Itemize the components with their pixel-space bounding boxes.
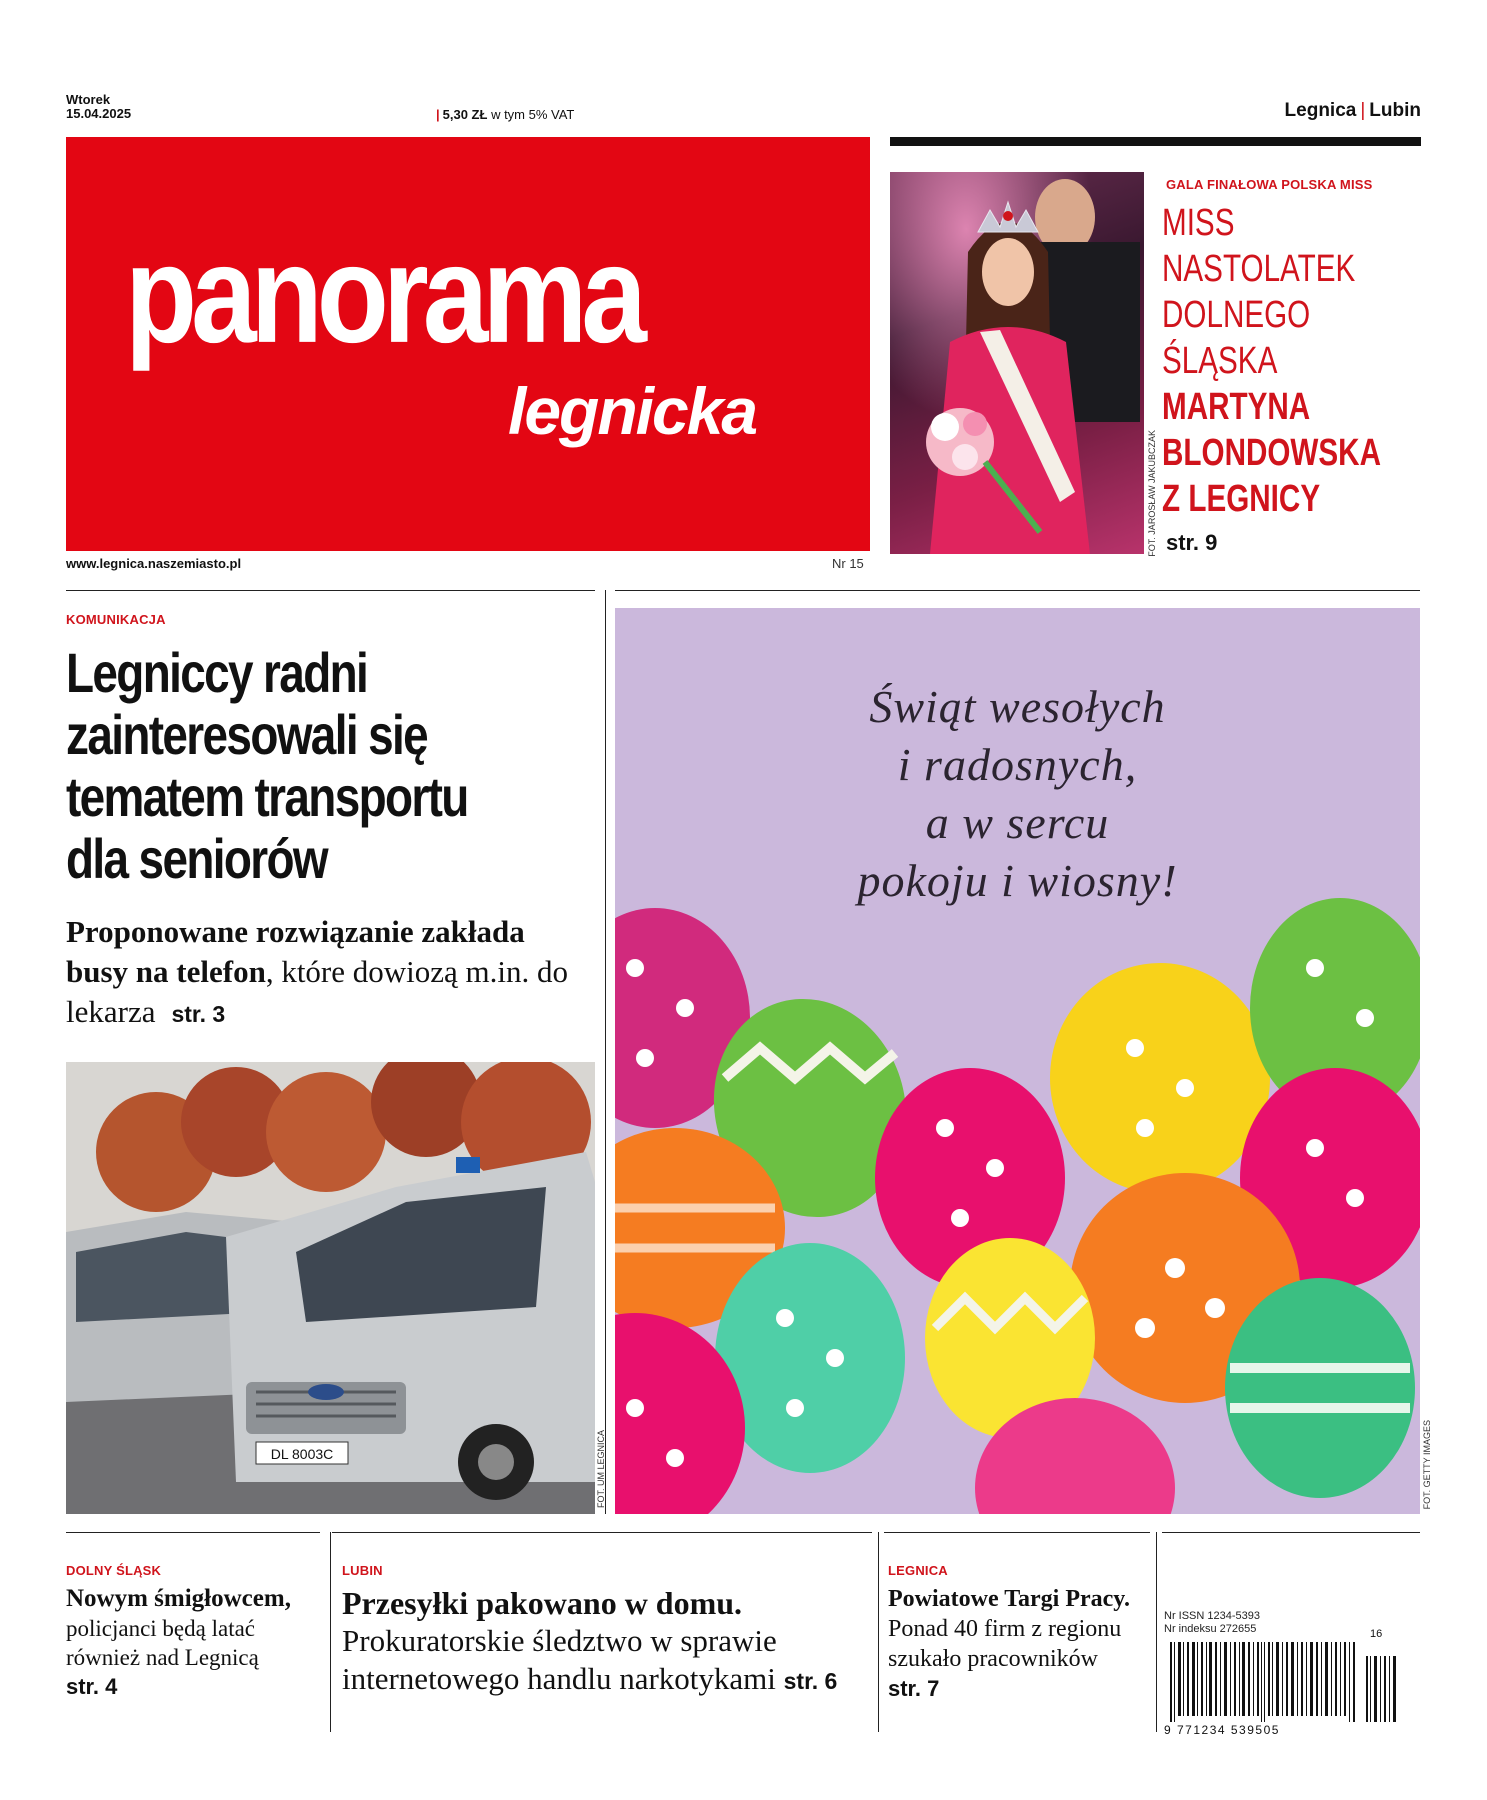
teaser-kicker: DOLNY ŚLĄSK (66, 1563, 162, 1578)
teaser-page-ref[interactable]: str. 4 (66, 1674, 118, 1699)
top-right-rule (890, 137, 1421, 146)
price: | 5,30 ZŁ w tym 5% VAT (436, 107, 575, 122)
miss-kicker: GALA FINAŁOWA POLSKA MISS (1166, 177, 1373, 192)
miss-headline[interactable]: MISS NASTOLATEK DOLNEGO ŚLĄSKA MARTYNA BLONDOWSKA Z LEGNICY (1162, 202, 1381, 520)
region-legnica: Legnica (1284, 100, 1357, 121)
ad-top-rule (615, 590, 1420, 591)
bottom-divider-1 (330, 1532, 331, 1732)
teaser-kicker: LUBIN (342, 1563, 383, 1578)
region-label: Legnica | Lubin (1284, 100, 1421, 121)
easter-ad[interactable] (615, 608, 1420, 1514)
main-top-rule (66, 590, 595, 591)
bottom-rule-4 (1162, 1532, 1420, 1533)
bottom-rule-1 (66, 1532, 320, 1533)
ad-photo-credit: FOT. GETTY IMAGES (1422, 1420, 1432, 1510)
logo-subtitle: legnicka (508, 374, 757, 448)
bottom-rule-2 (332, 1532, 872, 1533)
teaser-lubin[interactable] (342, 1563, 862, 1700)
barcode-addon: 16 (1370, 1628, 1383, 1640)
price-note: w tym 5% VAT (491, 107, 575, 122)
miss-page-ref[interactable]: str. 9 (1166, 530, 1218, 555)
main-headline[interactable]: Legniccy radni zainteresowali się tematem transportu dla seniorów (66, 641, 468, 890)
barcode-number: 9 771234 539505 (1164, 1723, 1280, 1737)
bottom-divider-2 (878, 1532, 879, 1732)
website-url[interactable]: www.legnica.naszemiasto.pl (66, 556, 242, 571)
bus-plate: DL 8003C (270, 1446, 334, 1462)
teaser-text: Ponad 40 firm z regionu szukało pracowników (888, 1616, 1122, 1672)
easter-greeting: Świąt wesołych i radosnych, a w sercu pokoju i wiosny! (857, 681, 1178, 906)
date: 15.04.2025 (66, 106, 132, 121)
teaser-head: Powiatowe Targi Pracy. (888, 1586, 1130, 1612)
teaser-head: Przesyłki pakowano w domu. (342, 1585, 743, 1621)
teaser-text: policjanci będą latać również nad Legnicą (66, 1616, 259, 1670)
teaser-head: Nowym śmigłowcem, (66, 1585, 291, 1612)
teaser-dolny-slask[interactable] (66, 1563, 316, 1700)
miss-photo[interactable] (890, 172, 1144, 554)
weekday: Wtorek (66, 92, 111, 107)
issue-date (66, 93, 131, 121)
bus-photo-credit: FOT. UM LEGNICA (596, 1430, 606, 1509)
teaser-text: Prokuratorskie śledztwo w sprawie internetowego handlu narkotykami (342, 1623, 777, 1696)
teaser-kicker: LEGNICA (888, 1563, 948, 1578)
logo-title: panorama (125, 216, 641, 373)
column-divider (605, 590, 606, 1514)
issue-number: Nr 15 (832, 556, 864, 571)
main-page-ref[interactable]: str. 3 (171, 1001, 226, 1027)
miss-photo-illustration (890, 172, 1144, 554)
region-lubin: Lubin (1369, 100, 1421, 121)
bus-photo-illustration (66, 1062, 595, 1514)
bus-photo[interactable] (66, 1062, 595, 1514)
barcode (1164, 1642, 1398, 1722)
main-deck: Proponowane rozwiązanie zakłada busy na telefon, które dowiozą m.in. do lekarza str. 3 (66, 914, 569, 1029)
teaser-page-ref[interactable]: str. 7 (888, 1676, 940, 1701)
teaser-legnica[interactable] (888, 1563, 1158, 1702)
miss-photo-credit: FOT. JAROSŁAW JAKUBCZAK (1147, 430, 1157, 557)
main-kicker: KOMUNIKACJA (66, 612, 166, 627)
teaser-page-ref[interactable]: str. 6 (783, 1668, 838, 1694)
issn-info: Nr ISSN 1234-5393 Nr indeksu 272655 (1164, 1610, 1260, 1635)
bottom-rule-3 (884, 1532, 1150, 1533)
